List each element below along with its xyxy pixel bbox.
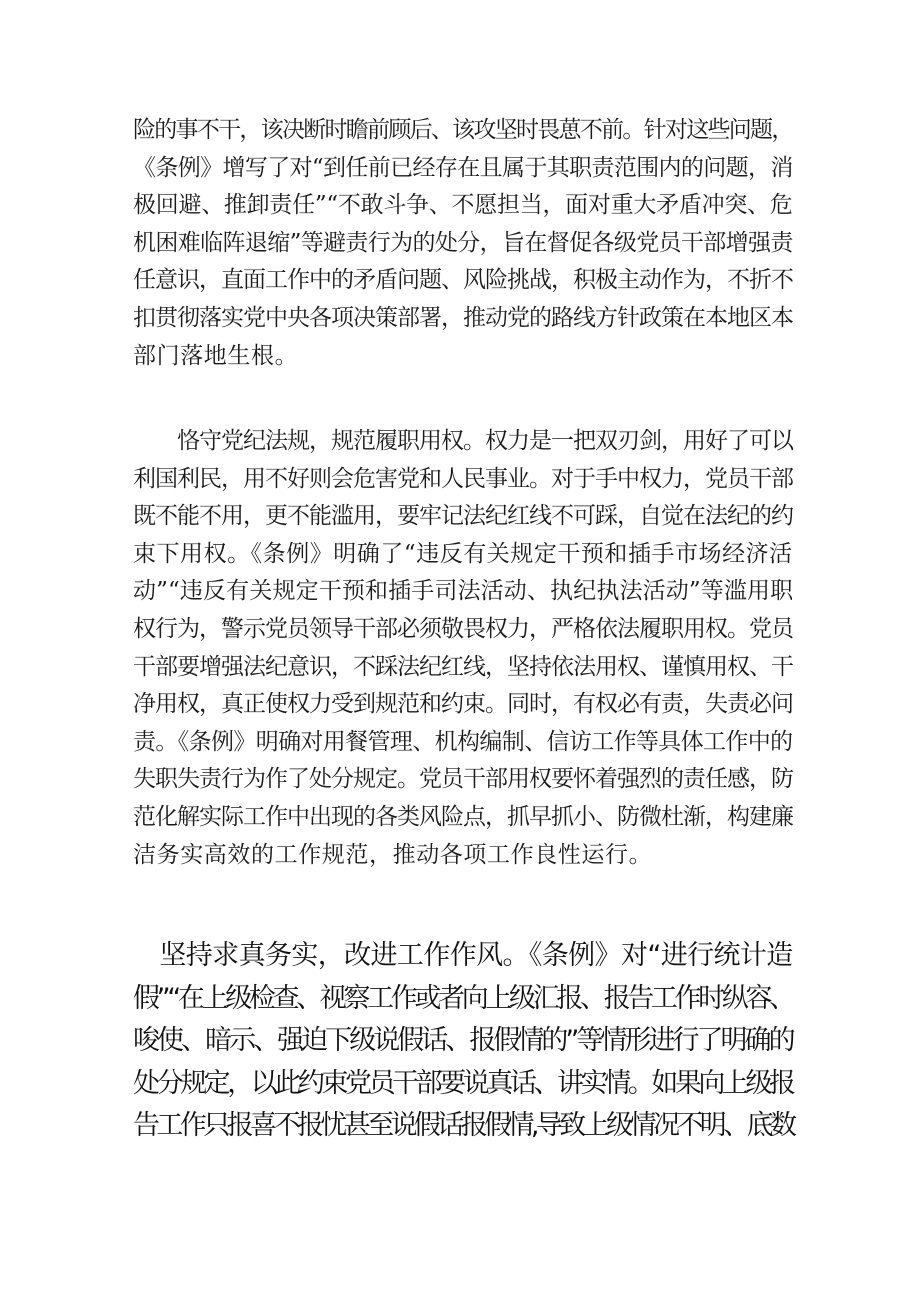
paragraph-abide-discipline: [133, 423, 793, 874]
text-line: 动”“违反有关规定干预和插手司法活动、执纪执法活动”等滥用职: [133, 578, 794, 605]
text-line: 险的事不干，该决断时瞻前顾后、该攻坚时畏葸不前。针对这些问题，: [133, 117, 793, 143]
paragraph-avoid-responsibility: [133, 112, 793, 375]
paragraph-seek-truth: [133, 935, 793, 1148]
text-line: 恪守党纪法规，规范履职用权。权力是一把双刃剑，用好了可以: [133, 428, 793, 454]
text-line: 告工作只报喜不报忧甚至说假话报假情,导致上级情况不明、底数: [133, 1110, 794, 1141]
text-line: 权行为，警示党员领导干部必须敬畏权力，严格依法履职用权。党员: [133, 615, 793, 642]
text-line: 机困难临阵退缩”等避责行为的处分，旨在督促各级党员干部增强责: [133, 229, 793, 256]
text-line: 范化解实际工作中出现的各类风险点，抓早抓小、防微杜渐，构建廉: [133, 803, 793, 830]
text-line: 《条例》增写了对“到任前已经存在且属于其职责范围内的问题，消: [133, 154, 793, 181]
text-line: 处分规定，以此约束党员干部要说真话、讲实情。如果向上级报: [133, 1067, 793, 1099]
text-line: 洁务实高效的工作规范，推动各项工作良性运行。: [133, 841, 653, 868]
text-line: 束下用权。《条例》明确了“违反有关规定干预和插手市场经济活: [133, 540, 793, 567]
text-line: 部门落地生根。: [133, 342, 299, 369]
text-line: 坚持求真务实，改进工作作风。《条例》对“进行统计造: [133, 940, 793, 971]
text-line: 任意识，直面工作中的矛盾问题、风险挑战，积极主动作为，不折不: [133, 267, 793, 294]
text-line: 极回避、推卸责任”“不敢斗争、不愿担当，面对重大矛盾冲突、危: [133, 192, 793, 219]
text-line: 既不能不用，更不能滥用，要牢记法纪红线不可踩，自觉在法纪的约: [133, 503, 793, 530]
text-line: 利国利民，用不好则会危害党和人民事业。对于手中权力，党员干部: [133, 465, 793, 492]
text-line: 净用权，真正使权力受到规范和约束。同时，有权必有责，失责必问: [133, 691, 793, 718]
text-line: 失职失责行为作了处分规定。党员干部用权要怀着强烈的责任感，防: [133, 766, 793, 793]
text-line: 责。《条例》明确对用餐管理、机构编制、信访工作等具体工作中的: [133, 728, 793, 755]
text-line: 干部要增强法纪意识，不踩法纪红线，坚持依法用权、谨慎用权、干: [133, 653, 793, 680]
text-line: 假”“在上级检查、视察工作或者向上级汇报、报告工作时纵容、: [133, 982, 793, 1014]
text-line: 唆使、暗示、强迫下级说假话、报假情的”等情形进行了明确的: [133, 1025, 793, 1056]
text-line: 扣贯彻落实党中央各项决策部署，推动党的路线方针政策在本地区本: [133, 304, 793, 331]
